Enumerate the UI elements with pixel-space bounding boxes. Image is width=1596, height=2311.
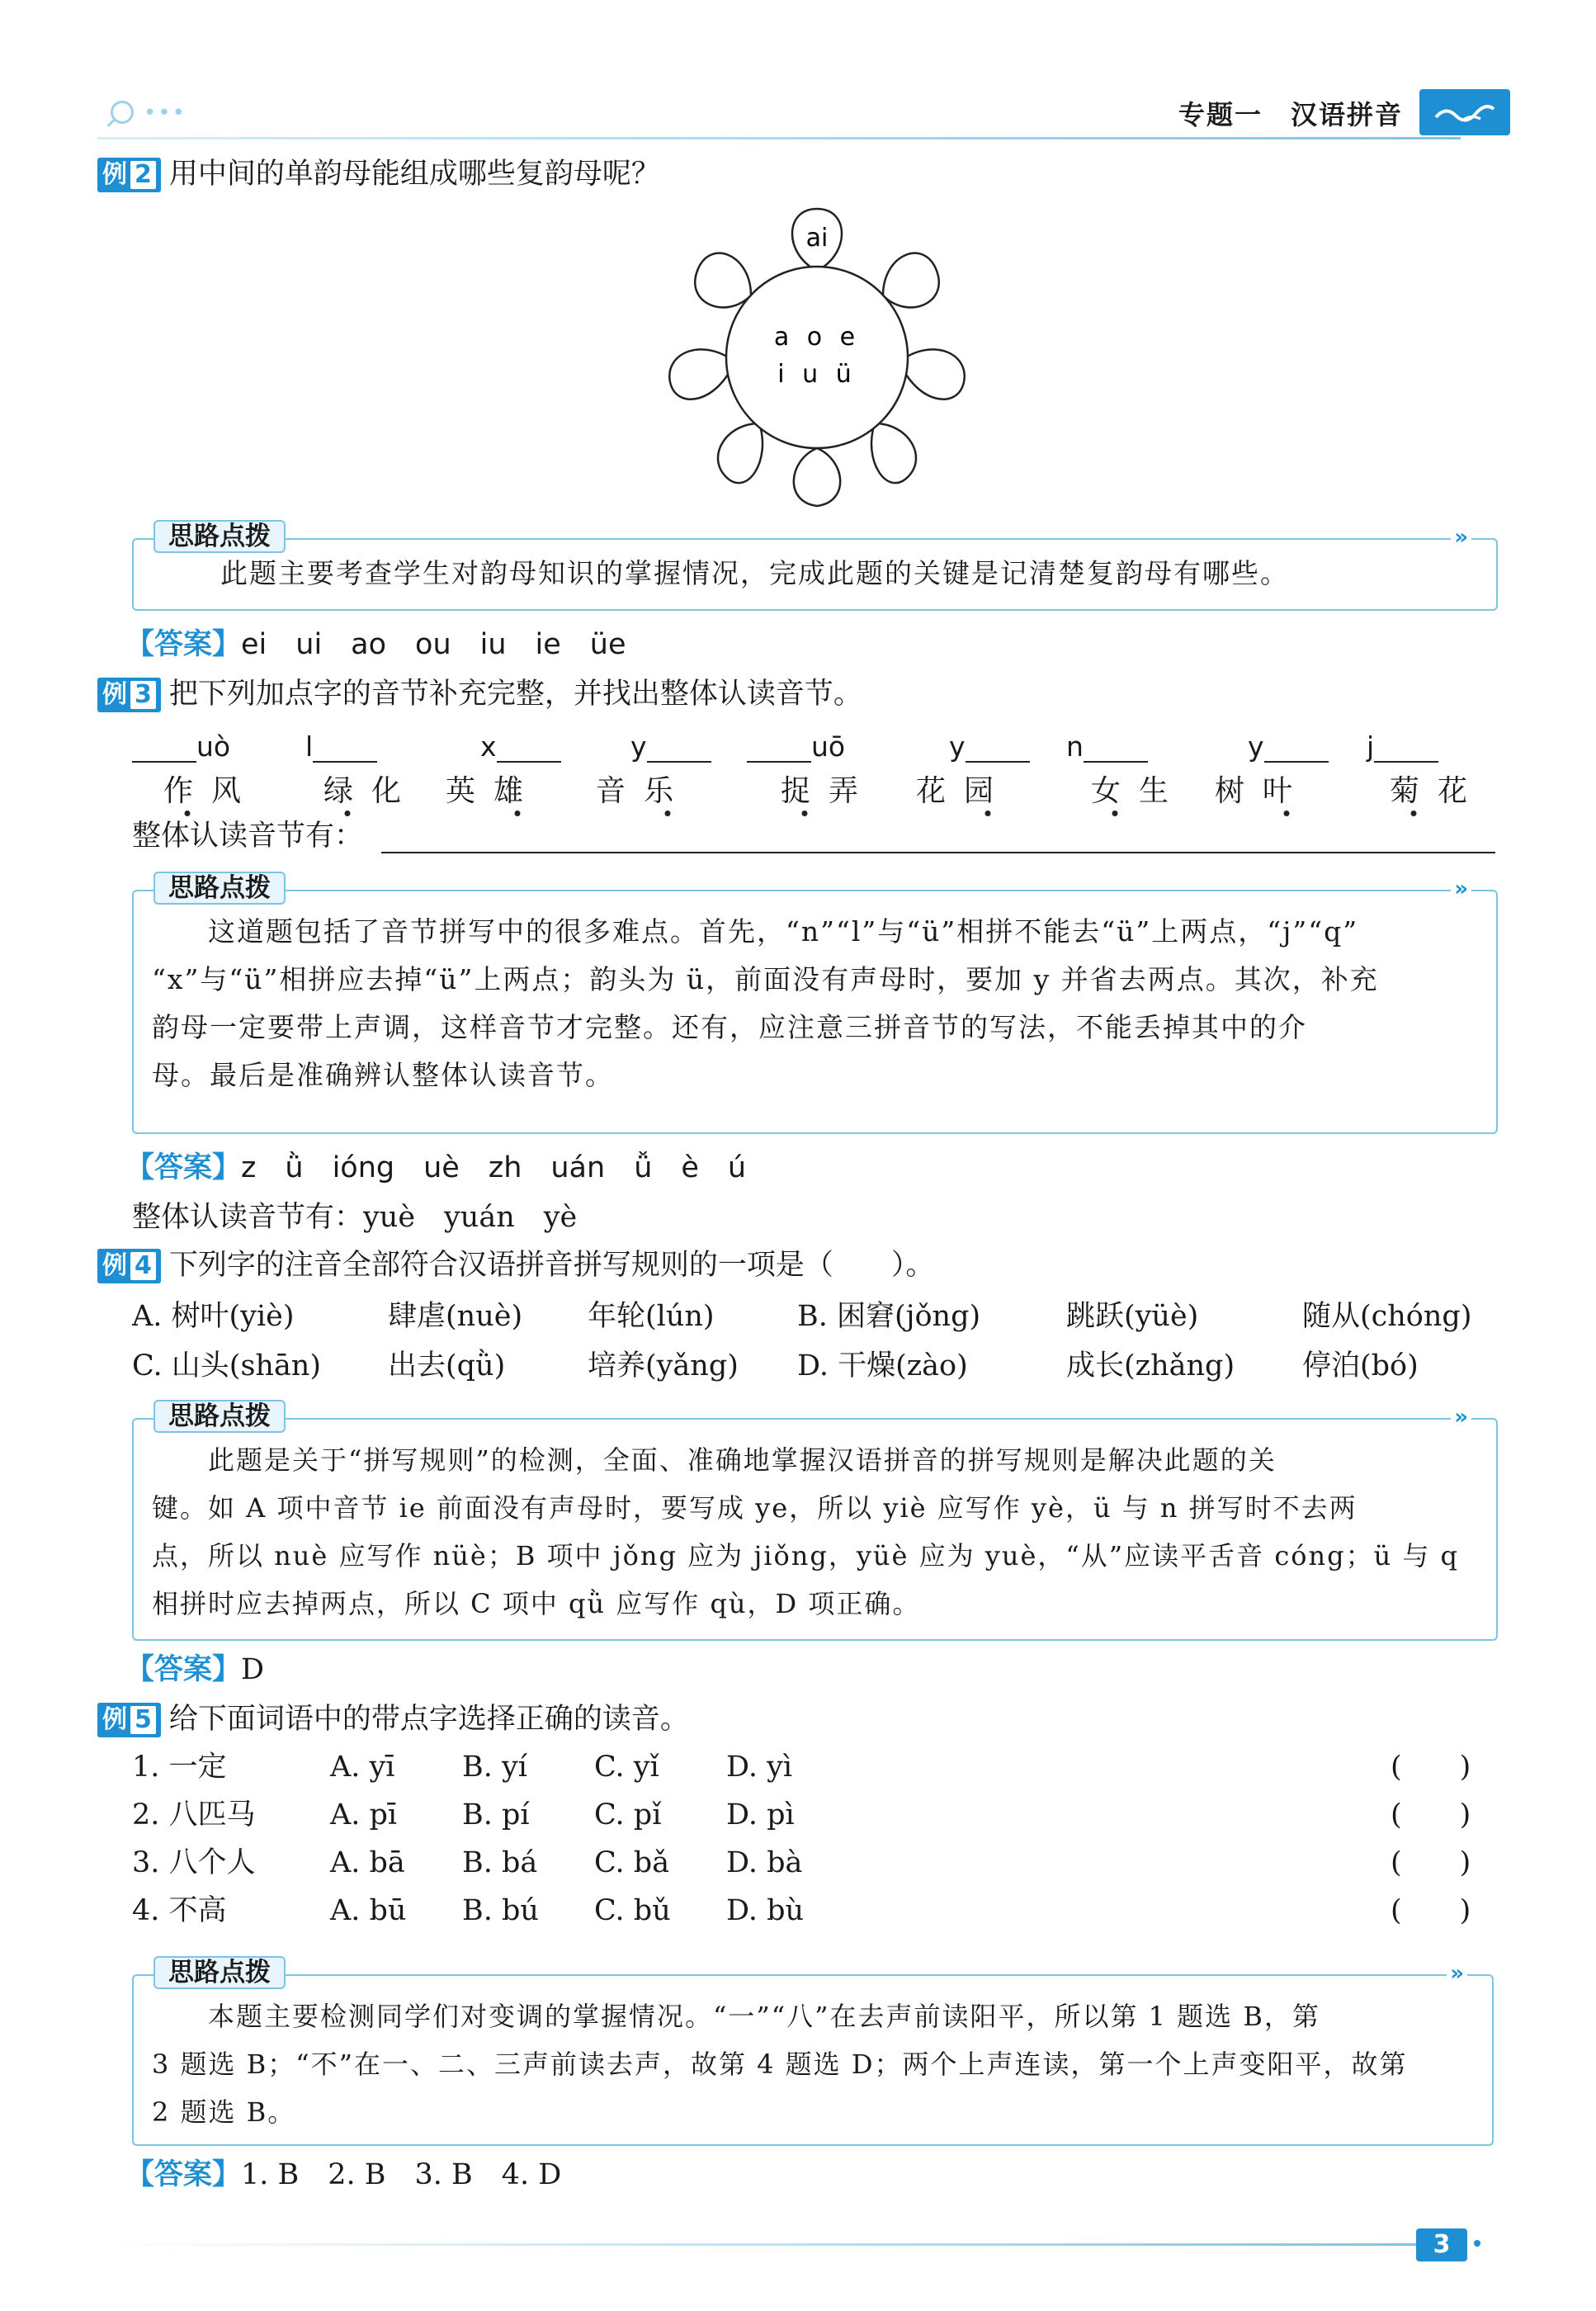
double-chevron-icon: » — [1451, 877, 1471, 901]
center-row1: a o e — [773, 323, 861, 352]
example-tag: 例 2 — [97, 158, 161, 192]
choice[interactable]: B. pí — [462, 1798, 530, 1831]
answer-paren[interactable]: ( ) — [1391, 1751, 1471, 1784]
petal — [900, 349, 965, 399]
choice[interactable]: C. bǎ — [594, 1846, 670, 1879]
zhengti-label: 整体认读音节有： — [132, 820, 364, 853]
fill-8: y — [1248, 730, 1329, 763]
ex4-tip-text: 此题是关于“拼写规则”的检测，全面、准确地掌握汉语拼音的拼写规则是解决此题的关 键。如 A 项中音节 ie 前面没有声母时，要写成 ye，所以 yiè 应写作 yè，ü 与 n 拼写时不去两 点，所以 nuè 应写作 nüè；B 项中 jǒng 应为 jiǒng，yüè 应为 yuè，“从”应读平舌音 cóng；ü 与 q 相拼时应去掉两点，所以 C 项中 qǜ 应写作 qù，D 项正确。 — [152, 1444, 1460, 1619]
ex4-answer: 【答案】D — [125, 1653, 265, 1686]
choice[interactable]: D. pì — [726, 1798, 795, 1831]
example-tag: 例 5 — [97, 1703, 161, 1737]
option-b1: B. 困窘(jǒng) — [797, 1300, 981, 1333]
ex4-question: 例 4 下列字的注音全部符合汉语拼音拼写规则的一项是（ ）。 — [97, 1246, 934, 1284]
ex5-question: 例 5 给下面词语中的带点字选择正确的读音。 — [97, 1700, 689, 1738]
option-d1: D. 干燥(zào) — [797, 1349, 968, 1382]
choice[interactable]: C. pǐ — [594, 1798, 662, 1831]
chapter-title: 专题一 汉语拼音 — [1178, 99, 1403, 130]
double-chevron-icon: » — [1447, 1961, 1467, 1986]
choice[interactable]: B. bú — [462, 1894, 539, 1927]
tip-label: 思路点拨 — [153, 872, 286, 905]
center-row2: i u ü — [777, 360, 857, 389]
option-a1: A. 树叶(yiè) — [132, 1300, 295, 1333]
option-d3: 停泊(bó) — [1302, 1349, 1419, 1382]
fill-9: j — [1367, 730, 1438, 763]
word-4: 音乐 — [596, 774, 692, 808]
ex5-answer: 【答案】1. B 2. B 3. B 4. D — [125, 2158, 562, 2191]
choice[interactable]: C. bǔ — [594, 1894, 671, 1927]
flower-center — [726, 267, 908, 448]
ex3-answer2: 整体认读音节有：yuè yuán yè — [132, 1201, 578, 1234]
page-header — [97, 89, 1510, 140]
item-word: 3. 八个人 — [132, 1846, 256, 1879]
search-icon — [111, 101, 134, 124]
blank[interactable] — [313, 735, 377, 763]
choice[interactable]: A. bū — [330, 1894, 407, 1927]
ex2-question: 例 2 用中间的单韵母能组成哪些复韵母呢？ — [97, 155, 660, 193]
petal — [871, 423, 916, 483]
item-word: 4. 不高 — [132, 1894, 227, 1927]
answer-paren[interactable]: ( ) — [1391, 1846, 1471, 1879]
tip-label: 思路点拨 — [153, 520, 286, 553]
word-9: 菊花 — [1390, 774, 1486, 808]
footer-rule — [92, 2243, 1421, 2246]
blank[interactable] — [1264, 735, 1329, 763]
ex2-tip-text: 此题主要考查学生对韵母知识的掌握情况，完成此题的关键是记清楚复韵母有哪些。 — [220, 557, 1289, 589]
petal — [883, 253, 939, 308]
choice[interactable]: B. bá — [462, 1846, 538, 1879]
option-c3: 培养(yǎng) — [588, 1349, 739, 1382]
option-c1: C. 山头(shān) — [132, 1349, 322, 1382]
word-1: 作风 — [163, 774, 260, 808]
choice[interactable]: A. pī — [330, 1798, 398, 1831]
item-word: 1. 一定 — [132, 1751, 227, 1784]
choice[interactable]: C. yǐ — [594, 1751, 659, 1784]
fill-2: l — [305, 730, 377, 763]
answer-line[interactable] — [381, 852, 1495, 853]
ex2-tip-box — [132, 522, 1498, 611]
word-8: 树叶 — [1215, 774, 1311, 808]
option-a3: 年轮(lún) — [588, 1300, 715, 1333]
blank[interactable] — [497, 735, 561, 763]
blank[interactable] — [132, 735, 196, 763]
double-chevron-icon: » — [1451, 1405, 1471, 1430]
choice[interactable]: D. bù — [726, 1894, 805, 1927]
item-word: 2. 八匹马 — [132, 1798, 256, 1831]
fill-4: y — [630, 730, 711, 763]
page-number: 3 — [1416, 2228, 1467, 2261]
petal-top-label: ai — [805, 224, 829, 253]
header-badge — [1419, 89, 1510, 135]
answer-paren[interactable]: ( ) — [1391, 1798, 1471, 1831]
word-5: 捉弄 — [781, 774, 877, 808]
petal — [695, 253, 751, 308]
word-7: 女生 — [1091, 774, 1188, 808]
ex5-items — [132, 1748, 1494, 1946]
ex3-tip-box — [132, 873, 1498, 1134]
word-6: 花园 — [916, 774, 1013, 808]
blank[interactable] — [1084, 735, 1148, 763]
example-tag: 例 4 — [97, 1249, 161, 1283]
fill-6: y — [949, 730, 1030, 763]
ex3-answer: 【答案】z ǜ ióng uè zh uán ǚ è ú — [125, 1151, 747, 1184]
choice[interactable]: A. yī — [330, 1751, 395, 1784]
tip-label: 思路点拨 — [153, 1400, 286, 1433]
option-d2: 成长(zhǎng) — [1066, 1349, 1235, 1382]
ex2-answer: 【答案】ei ui ao ou iu ie üe — [125, 628, 626, 661]
wave-icon — [1434, 102, 1495, 124]
word-3: 英雄 — [446, 774, 542, 808]
petal — [794, 448, 840, 506]
option-c2: 出去(qǜ) — [388, 1349, 506, 1382]
blank[interactable] — [966, 735, 1030, 763]
choice[interactable]: B. yí — [462, 1751, 527, 1784]
fill-3: x — [480, 730, 561, 763]
fill-7: n — [1066, 730, 1148, 763]
option-a2: 肆虐(nuè) — [388, 1300, 523, 1333]
choice[interactable]: A. bā — [330, 1846, 405, 1879]
option-b2: 跳跃(yüè) — [1066, 1300, 1199, 1333]
ex4-tip-box — [132, 1401, 1498, 1641]
option-b3: 随从(chóng) — [1302, 1300, 1472, 1333]
example-tag: 例 3 — [97, 678, 161, 712]
header-rule — [97, 137, 1461, 139]
fill-5: uō — [747, 730, 845, 763]
choice[interactable]: D. yì — [726, 1751, 793, 1784]
ex5-tip-text: 本题主要检测同学们对变调的掌握情况。“一”“八”在去声前读阳平，所以第 1 题选 B，第 3 题选 B；“不”在一、二、三声前读去声，故第 4 题选 D；两个上声连读，第一个上声变阳平，故第 2 题选 B。 — [152, 2001, 1408, 2128]
ex3-question: 例 3 把下列加点字的音节补充完整，并找出整体认读音节。 — [97, 675, 862, 713]
blank[interactable] — [647, 735, 711, 763]
header-dots: ••• — [144, 101, 187, 125]
petal — [718, 423, 763, 483]
double-chevron-icon: » — [1451, 525, 1471, 550]
word-2: 绿化 — [323, 774, 420, 808]
petal — [669, 349, 734, 399]
blank[interactable] — [1374, 735, 1438, 763]
answer-paren[interactable]: ( ) — [1391, 1894, 1471, 1927]
blank[interactable] — [747, 735, 811, 763]
tip-label: 思路点拨 — [153, 1956, 286, 1989]
flower-diagram — [660, 205, 974, 510]
choice[interactable]: D. bà — [726, 1846, 803, 1879]
footer-dot — [1474, 2240, 1480, 2247]
ex3-tip-text: 这道题包括了音节拼写中的很多难点。首先，“n”“l”与“ü”相拼不能去“ü”上两点，“j”“q” “x”与“ü”相拼应去掉“ü”上两点；韵头为 ü，前面没有声母时，要加 y 并省去两点。其次，补充 韵母一定要带上声调，这样音节才完整。还有，应注意三拼音节的写法，不能丢掉其中的介 母。最后是准确辨认整体认读音节。 — [152, 915, 1379, 1091]
ex5-tip-box — [132, 1958, 1494, 2146]
fill-1: uò — [132, 730, 230, 763]
